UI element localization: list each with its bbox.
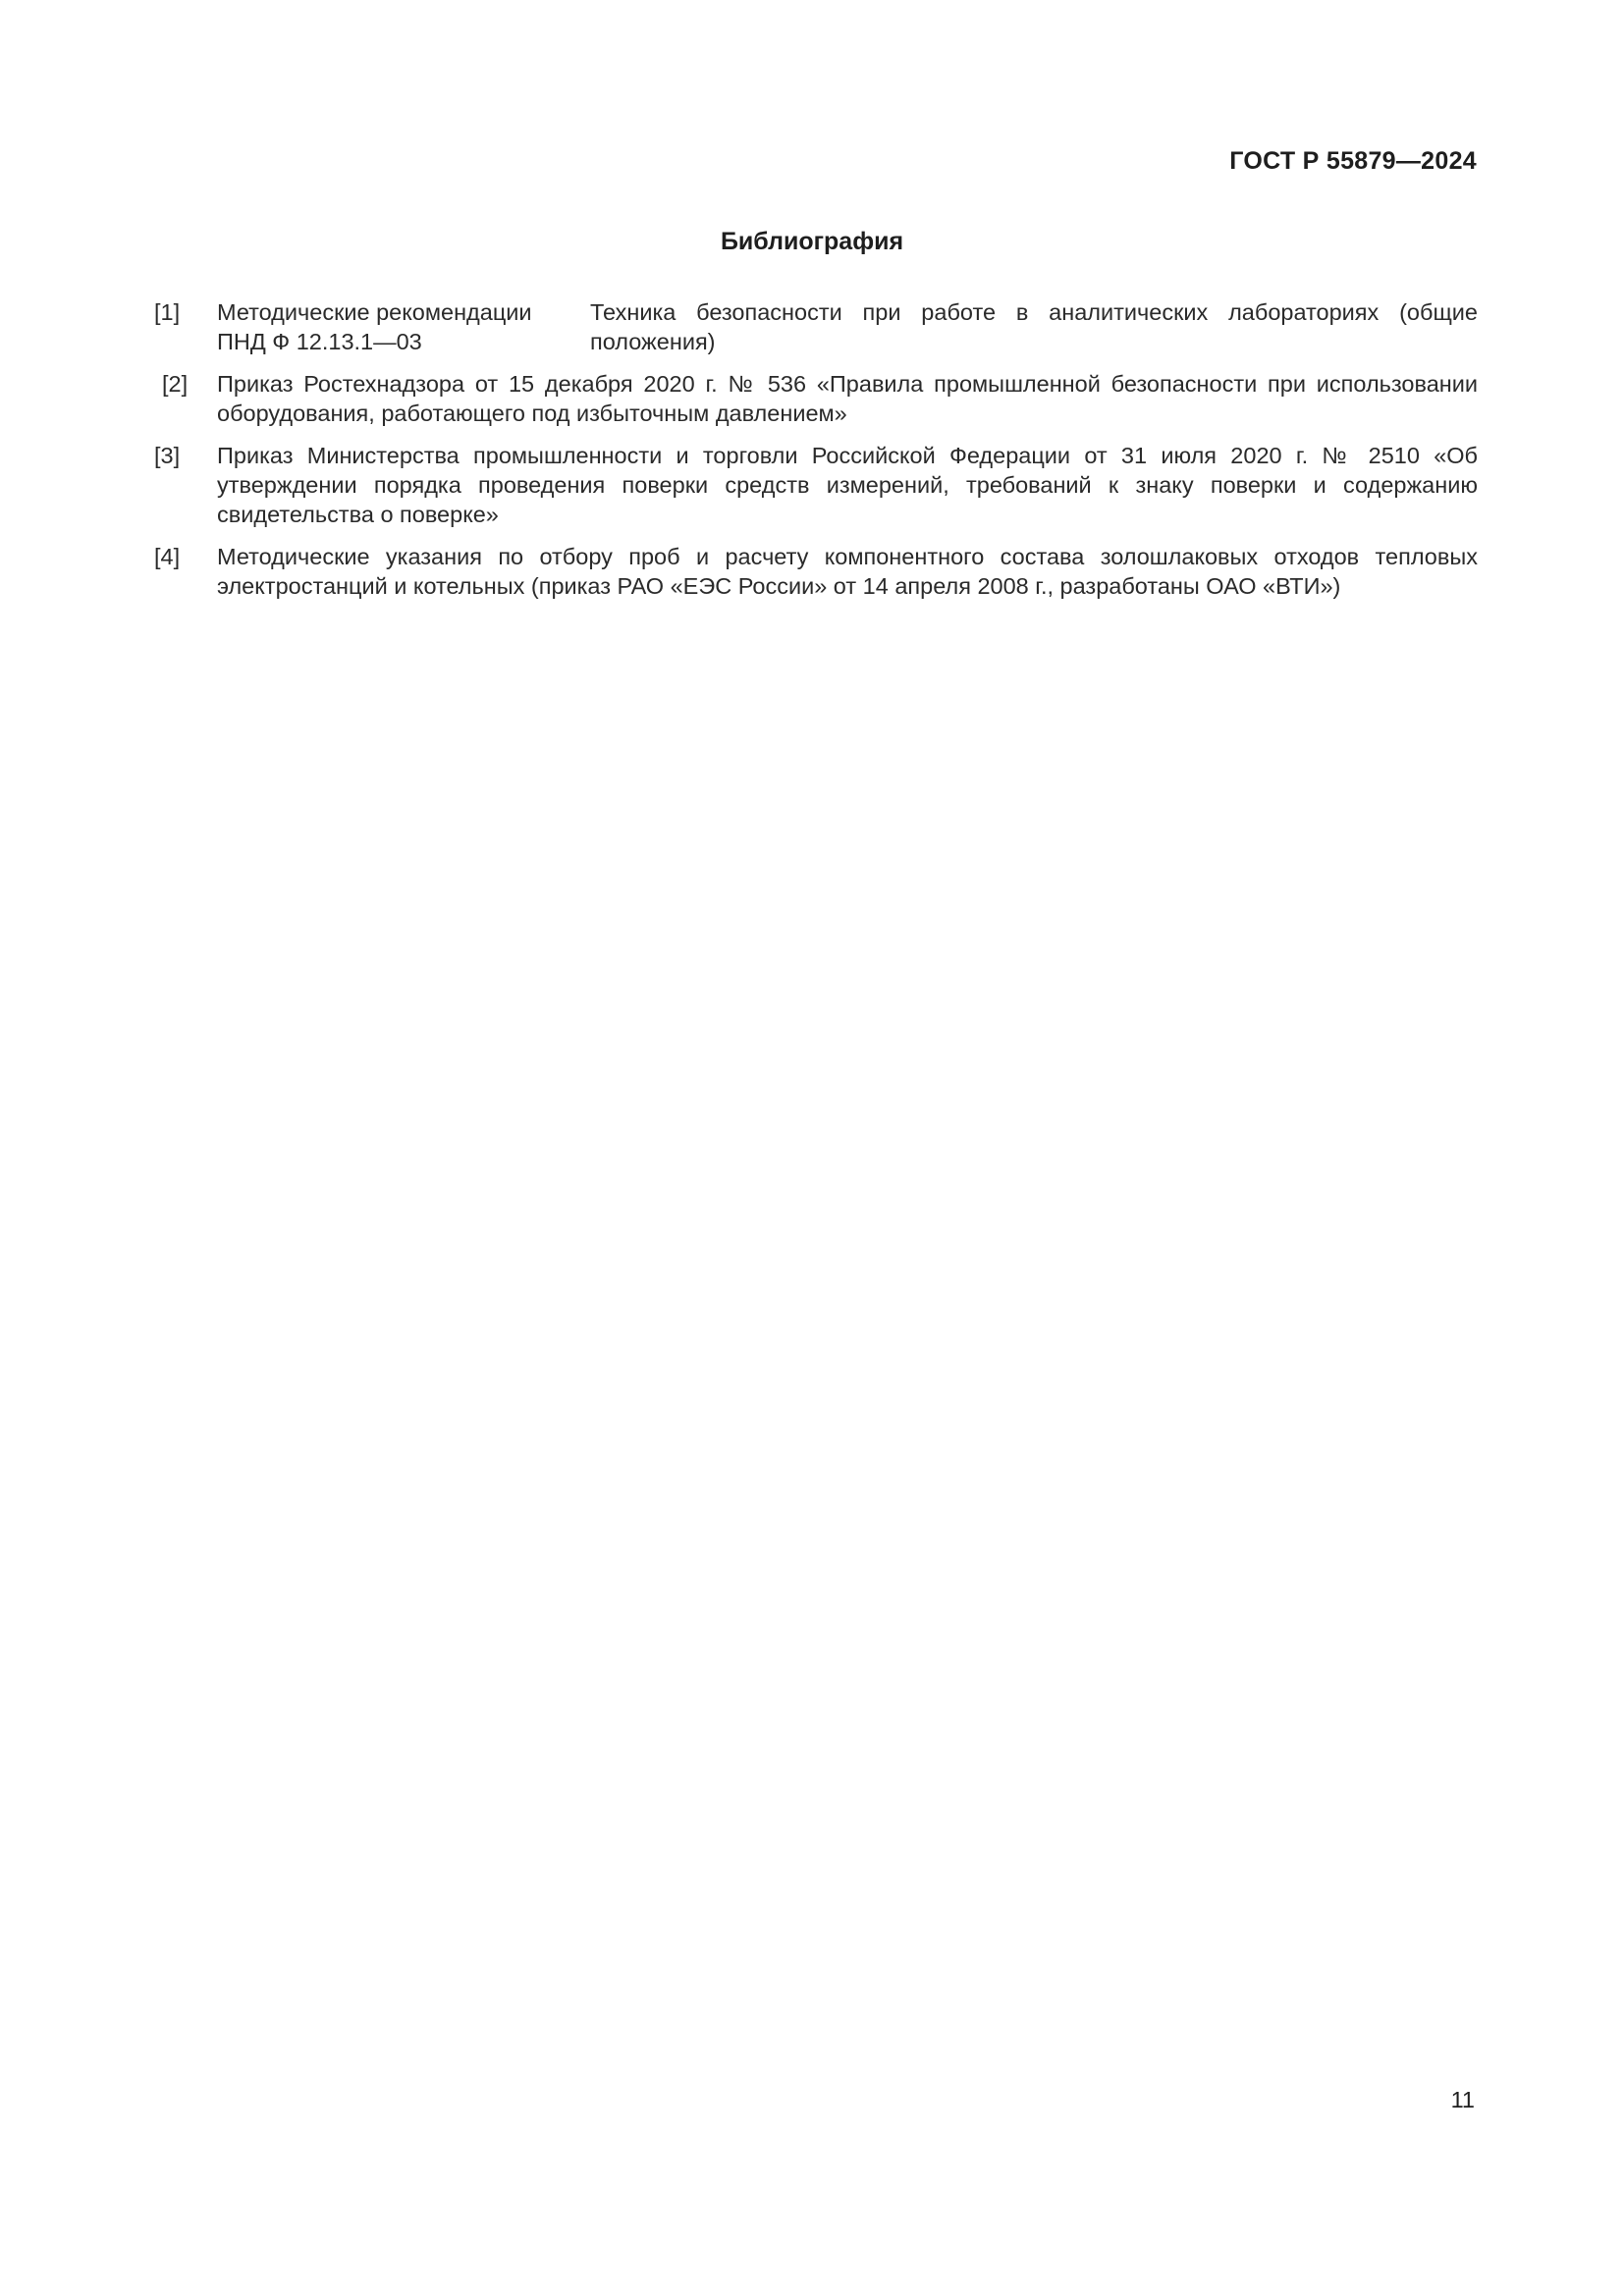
entry-content: [217, 297, 1478, 356]
entry-source-line: Методические рекомендации: [217, 299, 532, 325]
entry-number: [1]: [154, 299, 181, 325]
entry-text: Техника безопасности при работе в аналитических лабораториях (общие положения): [590, 299, 1478, 354]
entry-number: [3]: [154, 443, 181, 468]
bibliography-entry: [154, 542, 1478, 601]
entry-text: Приказ Ростехнадзора от 15 декабря 2020 г. № 536 «Правила промышленной безопасности при использовании оборудования, работающего под избыточным давлением»: [217, 371, 1478, 426]
entry-number: [2]: [162, 371, 189, 397]
bibliography-entry: [154, 369, 1478, 428]
document-code: ГОСТ Р 55879—2024: [1229, 147, 1477, 175]
entry-number: [4]: [154, 544, 181, 569]
entry-text: Приказ Министерства промышленности и торговли Российской Федерации от 31 июля 2020 г. № 2510 «Об утверждении порядка проведения поверки средств измерений, требований к знаку поверки и содержанию свидетельства о поверке»: [217, 443, 1478, 527]
page-number: 11: [1450, 2087, 1475, 2112]
entry-source: [217, 297, 590, 356]
bibliography-list: [154, 297, 1478, 614]
entry-source-line: ПНД Ф 12.13.1—03: [217, 329, 422, 354]
section-title: Библиография: [720, 228, 904, 255]
entry-text: Методические указания по отбору проб и расчету компонентного состава золошлаковых отходов тепловых электростанций и котельных (приказ РАО «ЕЭС России» от 14 апреля 2008 г., разработаны ОАО «ВТИ»): [217, 544, 1478, 599]
bibliography-entry: [154, 297, 1478, 356]
bibliography-entry: [154, 441, 1478, 529]
